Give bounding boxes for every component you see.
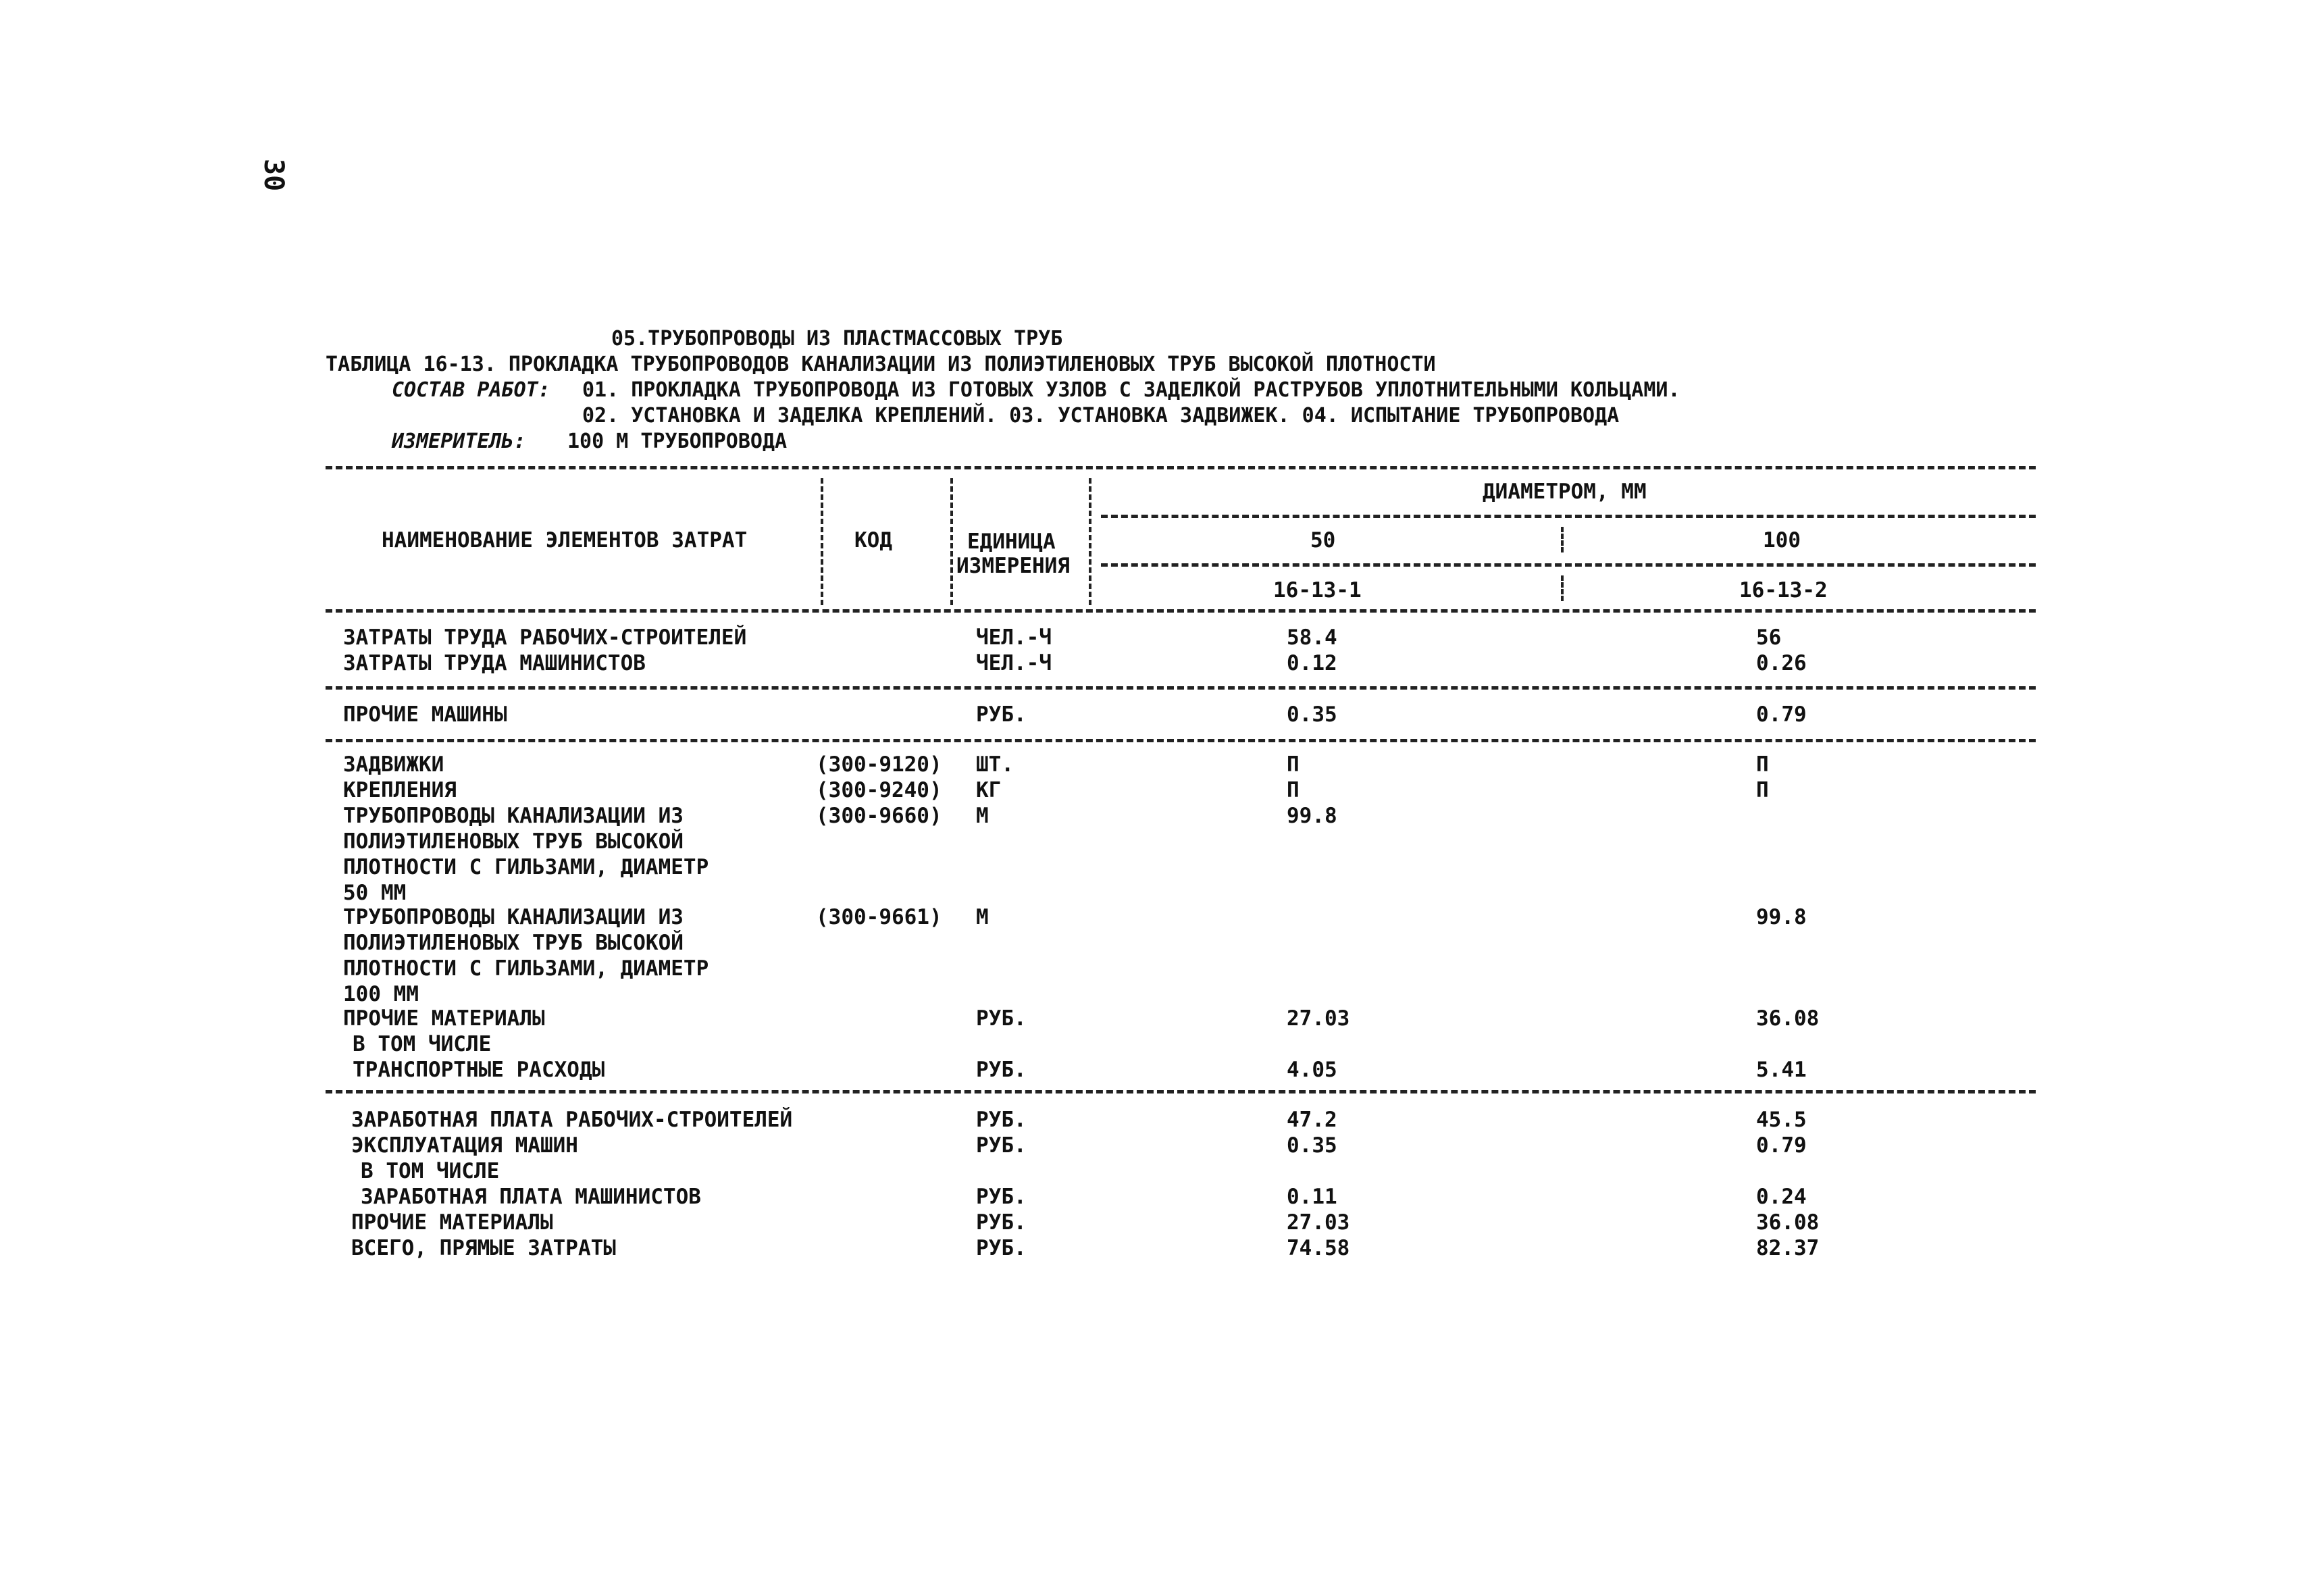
row-unit: ШТ. xyxy=(976,752,1014,777)
row-name: ЗАТРАТЫ ТРУДА МАШИНИСТОВ xyxy=(343,651,646,675)
row-unit: РУБ. xyxy=(976,1108,1027,1132)
row-value-100: 82.37 xyxy=(1756,1236,1820,1260)
meter-label: ИЗМЕРИТЕЛЬ: xyxy=(392,430,526,453)
row-unit: М xyxy=(976,804,989,828)
row-value-50: П xyxy=(1287,752,1300,777)
row-name: ЭКСПЛУАТАЦИЯ МАШИН xyxy=(351,1133,578,1158)
row-name: КРЕПЛЕНИЯ xyxy=(343,778,457,802)
row-unit: ЧЕЛ.-Ч xyxy=(976,625,1052,650)
row-value-100: 99.8 xyxy=(1756,905,1807,929)
diam-rule xyxy=(1101,515,2036,518)
head-d2: 100 xyxy=(1763,528,1801,552)
row-value-50: 99.8 xyxy=(1287,804,1337,828)
row-value-50: 27.03 xyxy=(1287,1210,1350,1235)
head-name: НАИМЕНОВАНИЕ ЭЛЕМЕНТОВ ЗАТРАТ xyxy=(382,528,748,552)
row-value-50: 0.11 xyxy=(1287,1185,1337,1209)
row-unit: РУБ. xyxy=(976,1210,1027,1235)
page-number: 30 xyxy=(258,159,289,192)
table-title: ТАБЛИЦА 16-13. ПРОКЛАДКА ТРУБОПРОВОДОВ КАНАЛИЗАЦИИ ИЗ ПОЛИЭТИЛЕНОВЫХ ТРУБ ВЫСОКОЙ ПЛОТНОСТИ xyxy=(326,353,1436,376)
row-value-50: 27.03 xyxy=(1287,1006,1350,1031)
group-rule-3 xyxy=(326,1090,2036,1093)
row-unit: РУБ. xyxy=(976,702,1027,727)
row-unit: РУБ. xyxy=(976,1236,1027,1260)
works-line-2: 02. УСТАНОВКА И ЗАДЕЛКА КРЕПЛЕНИЙ. 03. УСТАНОВКА ЗАДВИЖЕК. 04. ИСПЫТАНИЕ ТРУБОПРОВОДА xyxy=(582,404,1620,428)
row-unit: КГ xyxy=(976,778,1002,802)
row-unit: М xyxy=(976,905,989,929)
row-value-50: 47.2 xyxy=(1287,1108,1337,1132)
row-unit: ЧЕЛ.-Ч xyxy=(976,651,1052,675)
row-name: ЗАРАБОТНАЯ ПЛАТА РАБОЧИХ-СТРОИТЕЛЕЙ xyxy=(351,1108,793,1132)
head-n1: 16-13-1 xyxy=(1273,578,1362,602)
col-sep-n1 xyxy=(1561,575,1564,601)
row-name: ПЛОТНОСТИ С ГИЛЬЗАМИ, ДИАМЕТР xyxy=(343,956,709,981)
table-top-rule xyxy=(326,466,2036,469)
head-n2: 16-13-2 xyxy=(1739,578,1828,602)
row-value-50: 4.05 xyxy=(1287,1058,1337,1082)
row-name: ПОЛИЭТИЛЕНОВЫХ ТРУБ ВЫСОКОЙ xyxy=(343,829,684,854)
row-code: (300-9240) xyxy=(816,778,942,802)
row-value-100: П xyxy=(1756,778,1769,802)
row-value-100: П xyxy=(1756,752,1769,777)
row-name: ВСЕГО, ПРЯМЫЕ ЗАТРАТЫ xyxy=(351,1236,616,1260)
row-unit: РУБ. xyxy=(976,1133,1027,1158)
num-rule xyxy=(1101,563,2036,567)
group-rule-1 xyxy=(326,686,2036,690)
head-unit-2: ИЗМЕРЕНИЯ xyxy=(956,554,1070,578)
row-name: 100 ММ xyxy=(343,982,419,1006)
works-label: СОСТАВ РАБОТ: xyxy=(392,378,550,402)
row-value-100: 45.5 xyxy=(1756,1108,1807,1132)
row-value-100: 56 xyxy=(1756,625,1782,650)
head-code: КОД xyxy=(854,528,892,552)
row-value-100: 0.79 xyxy=(1756,1133,1807,1158)
row-value-50: 0.35 xyxy=(1287,1133,1337,1158)
row-value-100: 36.08 xyxy=(1756,1006,1820,1031)
row-name: ЗАТРАТЫ ТРУДА РАБОЧИХ-СТРОИТЕЛЕЙ xyxy=(343,625,747,650)
row-value-100: 0.79 xyxy=(1756,702,1807,727)
col-sep-code xyxy=(821,478,823,605)
row-value-100: 36.08 xyxy=(1756,1210,1820,1235)
row-unit: РУБ. xyxy=(976,1185,1027,1209)
row-name: ПОЛИЭТИЛЕНОВЫХ ТРУБ ВЫСОКОЙ xyxy=(343,931,684,955)
head-unit-1: ЕДИНИЦА xyxy=(967,530,1056,554)
row-name: ПЛОТНОСТИ С ГИЛЬЗАМИ, ДИАМЕТР xyxy=(343,855,709,879)
row-name: ЗАДВИЖКИ xyxy=(343,752,444,777)
row-name: ТРУБОПРОВОДЫ КАНАЛИЗАЦИИ ИЗ xyxy=(343,804,684,828)
head-diameter: ДИАМЕТРОМ, ММ xyxy=(1483,480,1647,504)
row-name: ЗАРАБОТНАЯ ПЛАТА МАШИНИСТОВ xyxy=(361,1185,701,1209)
row-name: ТРАНСПОРТНЫЕ РАСХОДЫ xyxy=(353,1058,605,1082)
meter-value: 100 М ТРУБОПРОВОДА xyxy=(567,430,788,453)
col-sep-values xyxy=(1089,478,1091,605)
row-code: (300-9661) xyxy=(816,905,942,929)
row-value-50: П xyxy=(1287,778,1300,802)
row-value-50: 0.35 xyxy=(1287,702,1337,727)
row-name: ПРОЧИЕ МАШИНЫ xyxy=(343,702,507,727)
row-name: В ТОМ ЧИСЛЕ xyxy=(353,1032,492,1056)
group-rule-2 xyxy=(326,739,2036,742)
row-value-50: 74.58 xyxy=(1287,1236,1350,1260)
row-value-100: 0.26 xyxy=(1756,651,1807,675)
row-code: (300-9660) xyxy=(816,804,942,828)
row-unit: РУБ. xyxy=(976,1058,1027,1082)
header-bottom-rule xyxy=(326,609,2036,613)
row-name: ТРУБОПРОВОДЫ КАНАЛИЗАЦИИ ИЗ xyxy=(343,905,684,929)
row-unit: РУБ. xyxy=(976,1006,1027,1031)
row-name: В ТОМ ЧИСЛЕ xyxy=(361,1159,500,1183)
col-sep-unit xyxy=(950,478,953,605)
row-name: ПРОЧИЕ МАТЕРИАЛЫ xyxy=(343,1006,545,1031)
row-name: 50 ММ xyxy=(343,881,407,905)
row-value-50: 58.4 xyxy=(1287,625,1337,650)
head-d1: 50 xyxy=(1310,528,1336,552)
row-code: (300-9120) xyxy=(816,752,942,777)
col-sep-d1 xyxy=(1561,527,1564,552)
row-value-100: 0.24 xyxy=(1756,1185,1807,1209)
row-value-100: 5.41 xyxy=(1756,1058,1807,1082)
works-line-1: 01. ПРОКЛАДКА ТРУБОПРОВОДА ИЗ ГОТОВЫХ УЗЛОВ С ЗАДЕЛКОЙ РАСТРУБОВ УПЛОТНИТЕЛЬНЫМИ КОЛЬЦАМИ. xyxy=(582,378,1680,402)
row-name: ПРОЧИЕ МАТЕРИАЛЫ xyxy=(351,1210,553,1235)
row-value-50: 0.12 xyxy=(1287,651,1337,675)
section-title: 05.ТРУБОПРОВОДЫ ИЗ ПЛАСТМАССОВЫХ ТРУБ xyxy=(611,327,1063,351)
